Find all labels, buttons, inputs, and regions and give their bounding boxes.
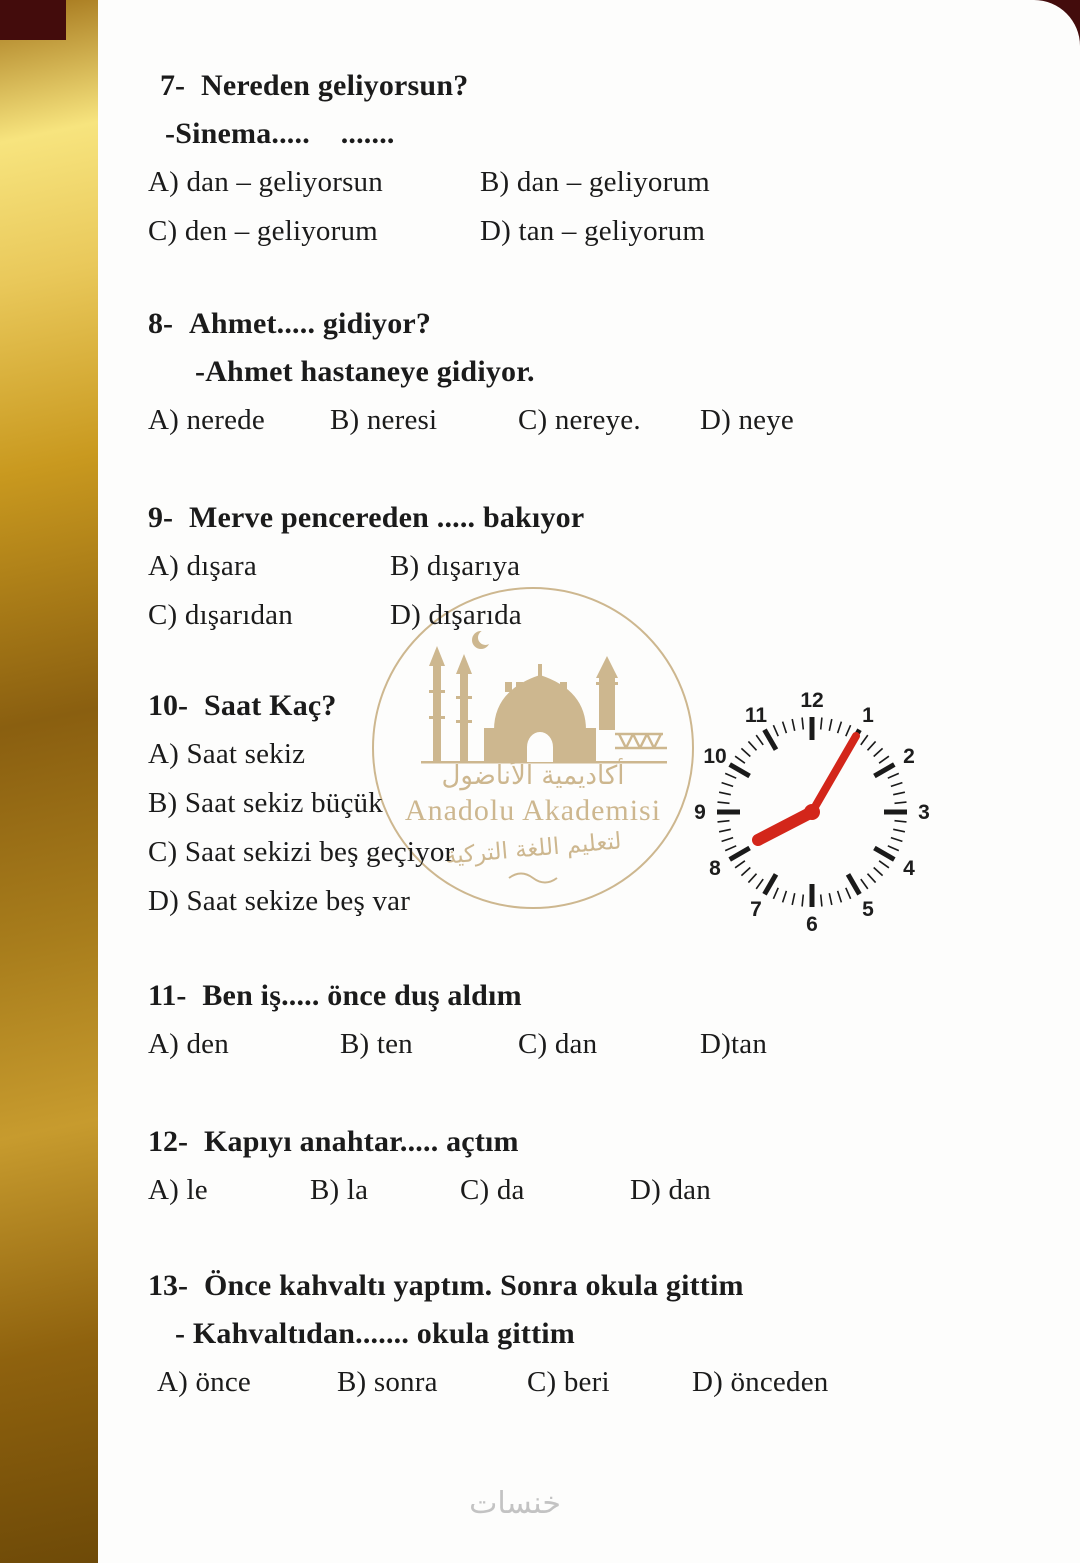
option-c: C) dan <box>518 1028 598 1060</box>
svg-text:11: 11 <box>744 704 768 727</box>
question-7 <box>148 62 1028 256</box>
option-d: D)tan <box>700 1028 768 1060</box>
question-8 <box>148 300 1028 445</box>
option-b: B) sonra <box>337 1366 438 1398</box>
svg-text:12: 12 <box>800 689 824 712</box>
option-d: D) Saat sekize beş var <box>148 885 411 917</box>
option-a: A) dan – geliyorsun <box>148 166 383 198</box>
top-left-red-corner <box>0 0 66 40</box>
options <box>148 1166 1028 1215</box>
question-number: 10- <box>148 689 188 722</box>
question-12 <box>148 1118 1028 1215</box>
svg-text:4: 4 <box>903 857 915 880</box>
option-b: B) dan – geliyorum <box>480 166 710 198</box>
option-a: A) Saat sekiz <box>148 738 306 770</box>
option-d: D) tan – geliyorum <box>480 215 706 247</box>
option-c: C) nereye. <box>518 404 641 436</box>
svg-text:6: 6 <box>806 913 818 936</box>
svg-text:3: 3 <box>918 801 930 824</box>
option-c: C) Saat sekizi beş geçiyor <box>148 836 455 868</box>
question-subtitle: - Kahvaltıdan....... okula gittim <box>175 1317 575 1350</box>
option-b: B) ten <box>340 1028 413 1060</box>
question-10 <box>148 682 1028 926</box>
option-b: B) la <box>310 1174 369 1206</box>
svg-text:1: 1 <box>862 704 874 727</box>
option-d: D) dışarıda <box>390 599 522 631</box>
question-title: Ben iş..... önce duş aldım <box>202 979 522 1012</box>
question-11 <box>148 972 1028 1069</box>
question-subtitle: -Sinema..... ....... <box>165 117 395 150</box>
footer-watermark: خنسات <box>469 1486 561 1521</box>
question-title: Önce kahvaltı yaptım. Sonra okula gittim <box>204 1269 744 1302</box>
paper-page <box>70 0 1080 1563</box>
options <box>148 730 1028 926</box>
question-title: Nereden geliyorsun? <box>201 69 469 102</box>
option-b: B) Saat sekiz büçük <box>148 787 383 819</box>
question-13 <box>148 1262 1028 1407</box>
svg-text:2: 2 <box>903 745 915 768</box>
option-d: D) neye <box>700 404 794 436</box>
svg-text:5: 5 <box>862 898 874 921</box>
option-c: C) da <box>460 1174 525 1206</box>
options <box>148 158 1028 256</box>
option-d: D) dan <box>630 1174 711 1206</box>
option-a: A) le <box>148 1174 208 1206</box>
option-a: A) önce <box>157 1366 251 1398</box>
svg-text:10: 10 <box>703 745 727 768</box>
option-c: C) den – geliyorum <box>148 215 378 247</box>
question-title: Merve pencereden ..... bakıyor <box>189 501 585 534</box>
question-9 <box>148 494 1028 640</box>
svg-text:8: 8 <box>709 857 721 880</box>
question-title: Saat Kaç? <box>204 689 337 722</box>
option-b: B) dışarıya <box>390 550 521 582</box>
logo-latin-title: Anadolu Akademisi <box>404 794 662 827</box>
question-number: 12- <box>148 1125 188 1158</box>
question-number: 7- <box>160 69 185 102</box>
svg-text:7: 7 <box>750 898 762 921</box>
question-number: 9- <box>148 501 173 534</box>
options <box>148 396 1028 445</box>
option-d: D) önceden <box>692 1366 829 1398</box>
question-subtitle: -Ahmet hastaneye gidiyor. <box>195 355 535 388</box>
option-b: B) neresi <box>330 404 438 436</box>
gold-border-band <box>0 0 98 1563</box>
question-number: 8- <box>148 307 173 340</box>
option-a: A) den <box>148 1028 229 1060</box>
logo-arabic-title: أكاديمية الأناضول <box>441 761 625 791</box>
question-title: Kapıyı anahtar..... açtım <box>204 1125 519 1158</box>
svg-text:9: 9 <box>694 801 706 824</box>
logo-arabic-subtitle: لتعليم اللغة التركية <box>443 828 623 870</box>
options <box>148 542 1028 640</box>
options <box>148 1020 1028 1069</box>
question-title: Ahmet..... gidiyor? <box>189 307 432 340</box>
option-c: C) beri <box>527 1366 610 1398</box>
option-a: A) dışara <box>148 550 257 582</box>
option-a: A) nerede <box>148 404 265 436</box>
question-number: 13- <box>148 1269 188 1302</box>
options <box>157 1358 1028 1407</box>
question-number: 11- <box>148 979 187 1012</box>
option-c: C) dışarıdan <box>148 599 293 631</box>
